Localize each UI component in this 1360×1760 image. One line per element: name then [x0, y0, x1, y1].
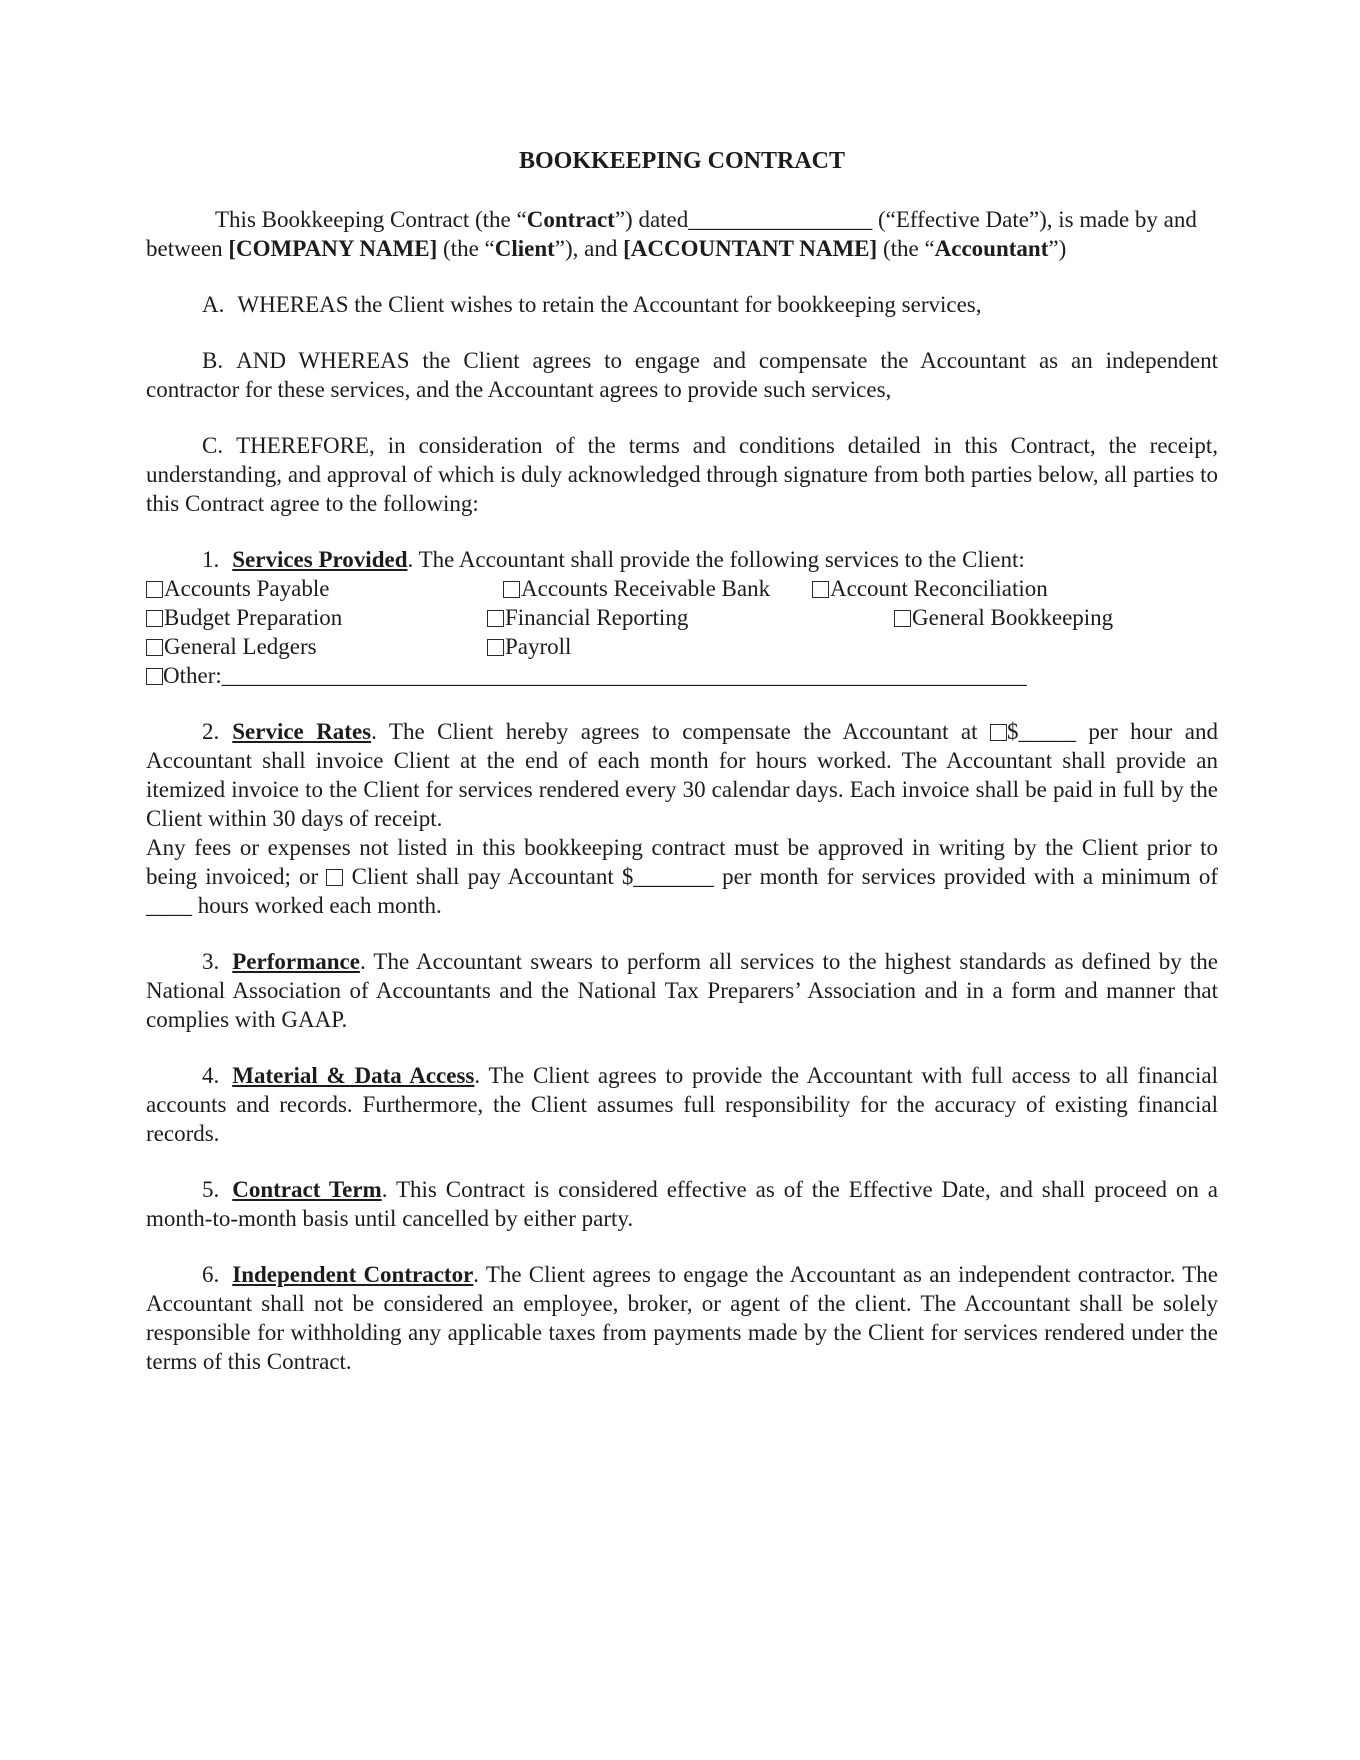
section-number: 4.	[202, 1063, 220, 1088]
section-body: . This Contract is considered effective as of the Effective Date, and shall proceed on a month-to-month basis until cancelled by either party.	[146, 1177, 1218, 1231]
client-defined-term: Client	[494, 236, 555, 261]
section-number: 2.	[202, 719, 220, 744]
section-number: 1.	[202, 547, 220, 572]
section-body: $_____ per hour and Accountant shall invoice Client at the end of each month for hours worked. The Accountant shall provide an itemized invoice to the Client for services rendered every 30 calendar days. Each invoice shall be paid in full by the Client within 30 days of receipt.	[146, 719, 1218, 831]
section-body: Any fees or expenses not listed in this bookkeeping contract must be approved in writing by the Client prior to being invoiced; or	[146, 835, 1218, 889]
section-heading: Independent Contractor	[232, 1262, 474, 1287]
general-bookkeeping-option	[894, 603, 1113, 632]
general-ledgers-checkbox[interactable]	[146, 639, 163, 656]
budget-preparation-checkbox[interactable]	[146, 610, 163, 627]
recital-b	[146, 346, 1218, 404]
accountant-name-placeholder: [ACCOUNTANT NAME]	[623, 236, 878, 261]
general-ledgers-option	[146, 632, 317, 661]
intro-segment: This Bookkeeping Contract (the “	[215, 207, 527, 232]
recital-marker: A.	[202, 292, 225, 317]
other-label: Other:	[163, 663, 222, 688]
section-body: . The Client hereby agrees to compensate the Accountant at	[371, 719, 990, 744]
document-title: BOOKKEEPING CONTRACT	[518, 148, 846, 174]
section-number: 6.	[202, 1262, 220, 1287]
financial-reporting-checkbox[interactable]	[487, 610, 504, 627]
recital-marker: B.	[202, 348, 224, 373]
section-heading: Material & Data Access	[232, 1063, 475, 1088]
option-label: Budget Preparation	[164, 605, 343, 630]
rate-per-month-checkbox[interactable]	[326, 869, 343, 886]
accounts-receivable-bank-checkbox[interactable]	[503, 581, 520, 598]
services-option-row	[146, 632, 1218, 661]
intro-segment: (the “	[437, 236, 495, 261]
section-material-data-access	[146, 1061, 1218, 1148]
section-heading: Performance	[232, 949, 360, 974]
budget-preparation-option	[146, 603, 342, 632]
section-contract-term	[146, 1175, 1218, 1233]
recital-a	[146, 290, 1218, 319]
section-service-rates	[146, 717, 1218, 833]
section-heading: Service Rates	[232, 719, 372, 744]
services-option-row	[146, 603, 1218, 632]
services-option-row	[146, 574, 1218, 603]
other-option	[146, 661, 1218, 690]
section-body: Client shall pay Accountant $_______ per month for services provided with a minimum of ____ hours worked each month.	[146, 864, 1218, 918]
financial-reporting-option	[487, 603, 688, 632]
recital-text: AND WHEREAS the Client agrees to engage and compensate the Accountant as an independent contractor for these services, and the Accountant agrees to provide such services,	[146, 348, 1218, 402]
intro-segment: ”) dated________________ (“Effective Date”), is made by and between	[146, 207, 1197, 261]
account-reconciliation-option	[812, 574, 1048, 603]
section-service-rates-continued	[146, 833, 1218, 920]
section-body: . The Accountant swears to perform all services to the highest standards as defined by the National Association of Accountants and the National Tax Preparers’ Association and in a form and manner that complies with GAAP.	[146, 949, 1218, 1032]
accounts-receivable-bank-option	[503, 574, 770, 603]
section-body: . The Accountant shall provide the following services to the Client:	[407, 547, 1025, 572]
accounts-payable-option	[146, 574, 329, 603]
accounts-payable-checkbox[interactable]	[146, 581, 163, 598]
option-label: Accounts Payable	[164, 576, 330, 601]
section-number: 5.	[202, 1177, 220, 1202]
contract-defined-term: Contract	[526, 207, 615, 232]
rate-per-hour-checkbox[interactable]	[990, 724, 1007, 741]
option-label: Accounts Receivable Bank	[521, 576, 771, 601]
section-heading: Services Provided	[232, 547, 408, 572]
general-bookkeeping-checkbox[interactable]	[894, 610, 911, 627]
company-name-placeholder: [COMPANY NAME]	[228, 236, 438, 261]
intro-segment: ”), and	[554, 236, 624, 261]
option-label: General Bookkeeping	[912, 605, 1114, 630]
recital-marker: C.	[202, 433, 224, 458]
payroll-checkbox[interactable]	[487, 639, 504, 656]
option-label: Account Reconciliation	[830, 576, 1048, 601]
recital-c	[146, 431, 1218, 518]
intro-segment: (the “	[877, 236, 935, 261]
section-services-provided	[146, 545, 1218, 574]
accountant-defined-term: Accountant	[934, 236, 1049, 261]
intro-paragraph	[146, 205, 1218, 263]
other-checkbox[interactable]	[146, 668, 163, 685]
intro-segment: ”)	[1048, 236, 1067, 261]
section-number: 3.	[202, 949, 220, 974]
recital-text: WHEREAS the Client wishes to retain the Accountant for bookkeeping services,	[237, 292, 982, 317]
other-blank-line: ______________________________________________________________________	[221, 663, 1027, 688]
section-performance	[146, 947, 1218, 1034]
recital-text: THEREFORE, in consideration of the terms and conditions detailed in this Contract, the receipt, understanding, and approval of which is duly acknowledged through signature from both parties below, all parties to this Contract agree to the following:	[146, 433, 1218, 516]
account-reconciliation-checkbox[interactable]	[812, 581, 829, 598]
payroll-option	[487, 632, 571, 661]
section-body: . The Client agrees to provide the Accountant with full access to all financial accounts and records. Furthermore, the Client assumes full responsibility for the accuracy of existing financial records.	[146, 1063, 1218, 1146]
option-label: Payroll	[505, 634, 572, 659]
option-label: General Ledgers	[164, 634, 317, 659]
section-independent-contractor	[146, 1260, 1218, 1376]
section-heading: Contract Term	[232, 1177, 382, 1202]
option-label: Financial Reporting	[505, 605, 689, 630]
section-body: . The Client agrees to engage the Accountant as an independent contractor. The Accountant shall not be considered an employee, broker, or agent of the client. The Accountant shall be solely responsible for withholding any applicable taxes from payments made by the Client for services rendered under the terms of this Contract.	[146, 1262, 1218, 1374]
